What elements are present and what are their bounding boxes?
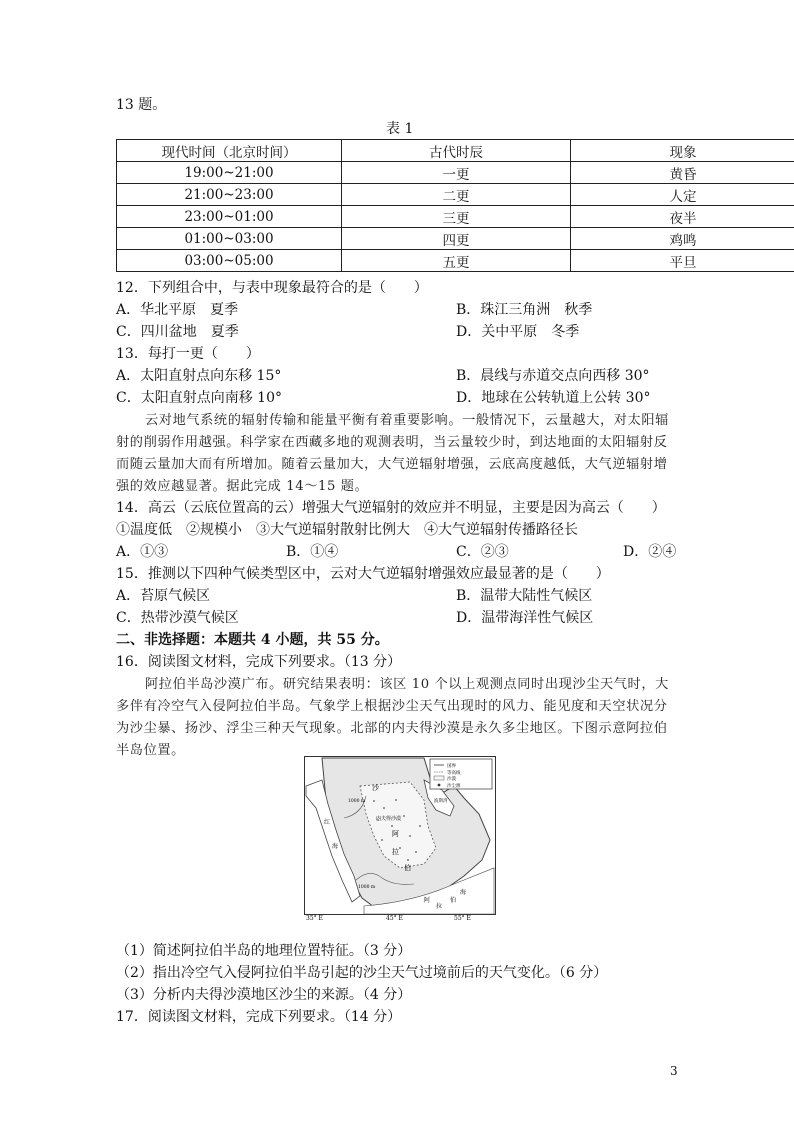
passage1-line: 而随云量加大而有所增加。随着云量加大，大气逆辐射增强，云底高度越低，大气逆辐射增 [116, 457, 668, 472]
map-axis-label: 55° E [454, 915, 471, 922]
passage1-line: 云对地气系统的辐射传输和能量平衡有着重要影响。一般情况下，云量越大，对太阳辐 [145, 413, 669, 428]
q14-option-d: D．②④ [623, 544, 677, 560]
table-cell: 黄昏 [571, 162, 794, 184]
q16-passage-line: 多伴有冷空气入侵阿拉伯半岛。气象学上根据沙尘天气出现时的风力、能见度和天空状况分 [116, 699, 668, 714]
passage1-line: 强的效应越显著。据此完成 14～15 题。 [116, 479, 369, 494]
page-number: 3 [670, 1064, 678, 1078]
table-cell: 二更 [342, 184, 571, 206]
q14-option-a: A．①③ [116, 544, 169, 560]
table-cell: 五更 [342, 250, 571, 272]
table-cell: 一更 [342, 162, 571, 184]
q16-passage-line: 阿拉伯半岛沙漠广布。研究结果表明：该区 10 个以上观测点同时出现沙尘天气时，大 [145, 677, 669, 692]
map-label: 伯 [450, 897, 457, 904]
arabian-peninsula-map [304, 756, 496, 922]
table-cell: 平旦 [571, 250, 794, 272]
table-cell: 四更 [342, 228, 571, 250]
q12-option-c: C．四川盆地 夏季 [116, 324, 239, 340]
table-row [117, 162, 794, 184]
q12-option-a: A．华北平原 夏季 [116, 302, 239, 318]
q13-option-c: C．太阳直射点向南移 10° [116, 390, 282, 406]
table-cell: 三更 [342, 206, 571, 228]
q13-stem: 13．每打一更（ ） [116, 346, 260, 362]
table-row [117, 206, 794, 228]
q14-options-line: ①温度低 ②规模小 ③大气逆辐射散射比例大 ④大气逆辐射传播路径长 [116, 522, 578, 538]
q15-option-b: B．温带大陆性气候区 [456, 588, 593, 604]
q15-option-d: D．温带海洋性气候区 [456, 610, 594, 626]
q13-option-d: D．地球在公转轨道上公转 30° [456, 390, 651, 406]
table-cell: 19:00~21:00 [117, 162, 342, 184]
map-axis-label: 45° E [386, 915, 403, 922]
table-cell: 23:00~01:00 [117, 206, 342, 228]
map-legend-label: 沙尘源 [447, 784, 461, 789]
q12-option-b: B．珠江三角洲 秋季 [456, 302, 593, 318]
map-label: 1000 m [358, 885, 376, 890]
q14-option-c: C．②③ [456, 544, 509, 560]
q13-option-b: B．晨线与赤道交点向西移 30° [456, 368, 650, 384]
map-label: 内夫得沙漠 [376, 816, 402, 822]
table-cell: 人定 [571, 184, 794, 206]
table-cell: 21:00~23:00 [117, 184, 342, 206]
q16-stem: 16．阅读图文材料，完成下列要求。（13 分） [116, 654, 402, 670]
table-row [117, 228, 794, 250]
map-legend-label: 国界 [447, 764, 456, 769]
table-header: 现代时间（北京时间） [117, 140, 342, 162]
q16-sub3: （3）分析内夫得沙漠地区沙尘的来源。（4 分） [116, 987, 412, 1003]
q14-option-b: B．①④ [286, 544, 339, 560]
table-row [117, 250, 794, 272]
q16-passage-line: 为沙尘暴、扬沙、浮尘三种天气现象。北部的内夫得沙漠是永久多尘地区。下图示意阿拉伯 [116, 721, 668, 736]
q15-option-a: A．苔原气候区 [116, 588, 211, 604]
q14-stem: 14．高云（云底位置高的云）增强大气逆辐射的效应并不明显，主要是因为高云（ ） [116, 500, 666, 516]
map-label: 红 [324, 819, 331, 826]
q15-stem: 15．推测以下四种气候类型区中，云对大气逆辐射增强效应最显著的是（ ） [116, 566, 610, 582]
passage1-line: 射的削弱作用越强。科学家在西藏多地的观测表明，当云量较少时，到达地面的太阳辐射反 [116, 435, 668, 450]
time-table [116, 139, 794, 272]
table-header: 古代时辰 [342, 140, 571, 162]
map-legend-label: 沙漠 [447, 777, 456, 782]
map-legend-label: 等高线 [447, 771, 461, 776]
q16-sub2: （2）指出冷空气入侵阿拉伯半岛引起的沙尘天气过境前后的天气变化。（6 分） [116, 965, 608, 981]
map-label: 海 [332, 843, 339, 850]
map-label: 海 [460, 889, 467, 896]
q16-passage-line: 半岛位置。 [116, 743, 185, 758]
q15-option-c: C．热带沙漠气候区 [116, 610, 239, 626]
map-axis-label: 35° E [306, 915, 323, 922]
map-label: 拉 [436, 903, 443, 910]
table-row [117, 184, 794, 206]
table-header: 现象 [571, 140, 794, 162]
section-heading: 二、非选择题：本题共 4 小题，共 55 分。 [116, 632, 389, 648]
map-label: 波斯湾 [434, 799, 448, 804]
table-header-row [117, 140, 794, 162]
map-label: 沙 [372, 784, 379, 792]
q12-stem: 12．下列组合中，与表中现象最符合的是（ ） [116, 280, 428, 296]
q13-option-a: A．太阳直射点向东移 15° [116, 368, 282, 384]
map-label: 阿 [424, 897, 431, 904]
map-label: 拉 [392, 848, 399, 856]
q12-option-d: D．关中平原 冬季 [456, 324, 580, 340]
table-cell: 夜半 [571, 206, 794, 228]
q17-stem: 17．阅读图文材料，完成下列要求。（14 分） [116, 1009, 402, 1025]
map-label: 伯 [404, 864, 411, 872]
map-label: 阿 [392, 830, 399, 838]
table-cell: 鸡鸣 [571, 228, 794, 250]
top-note: 13 题。 [116, 97, 167, 113]
map-label: 1000 m [348, 799, 366, 804]
table-caption: 表 1 [386, 121, 414, 137]
table-cell: 03:00~05:00 [117, 250, 342, 272]
table-cell: 01:00~03:00 [117, 228, 342, 250]
q16-sub1: （1）简述阿拉伯半岛的地理位置特征。（3 分） [116, 943, 412, 959]
